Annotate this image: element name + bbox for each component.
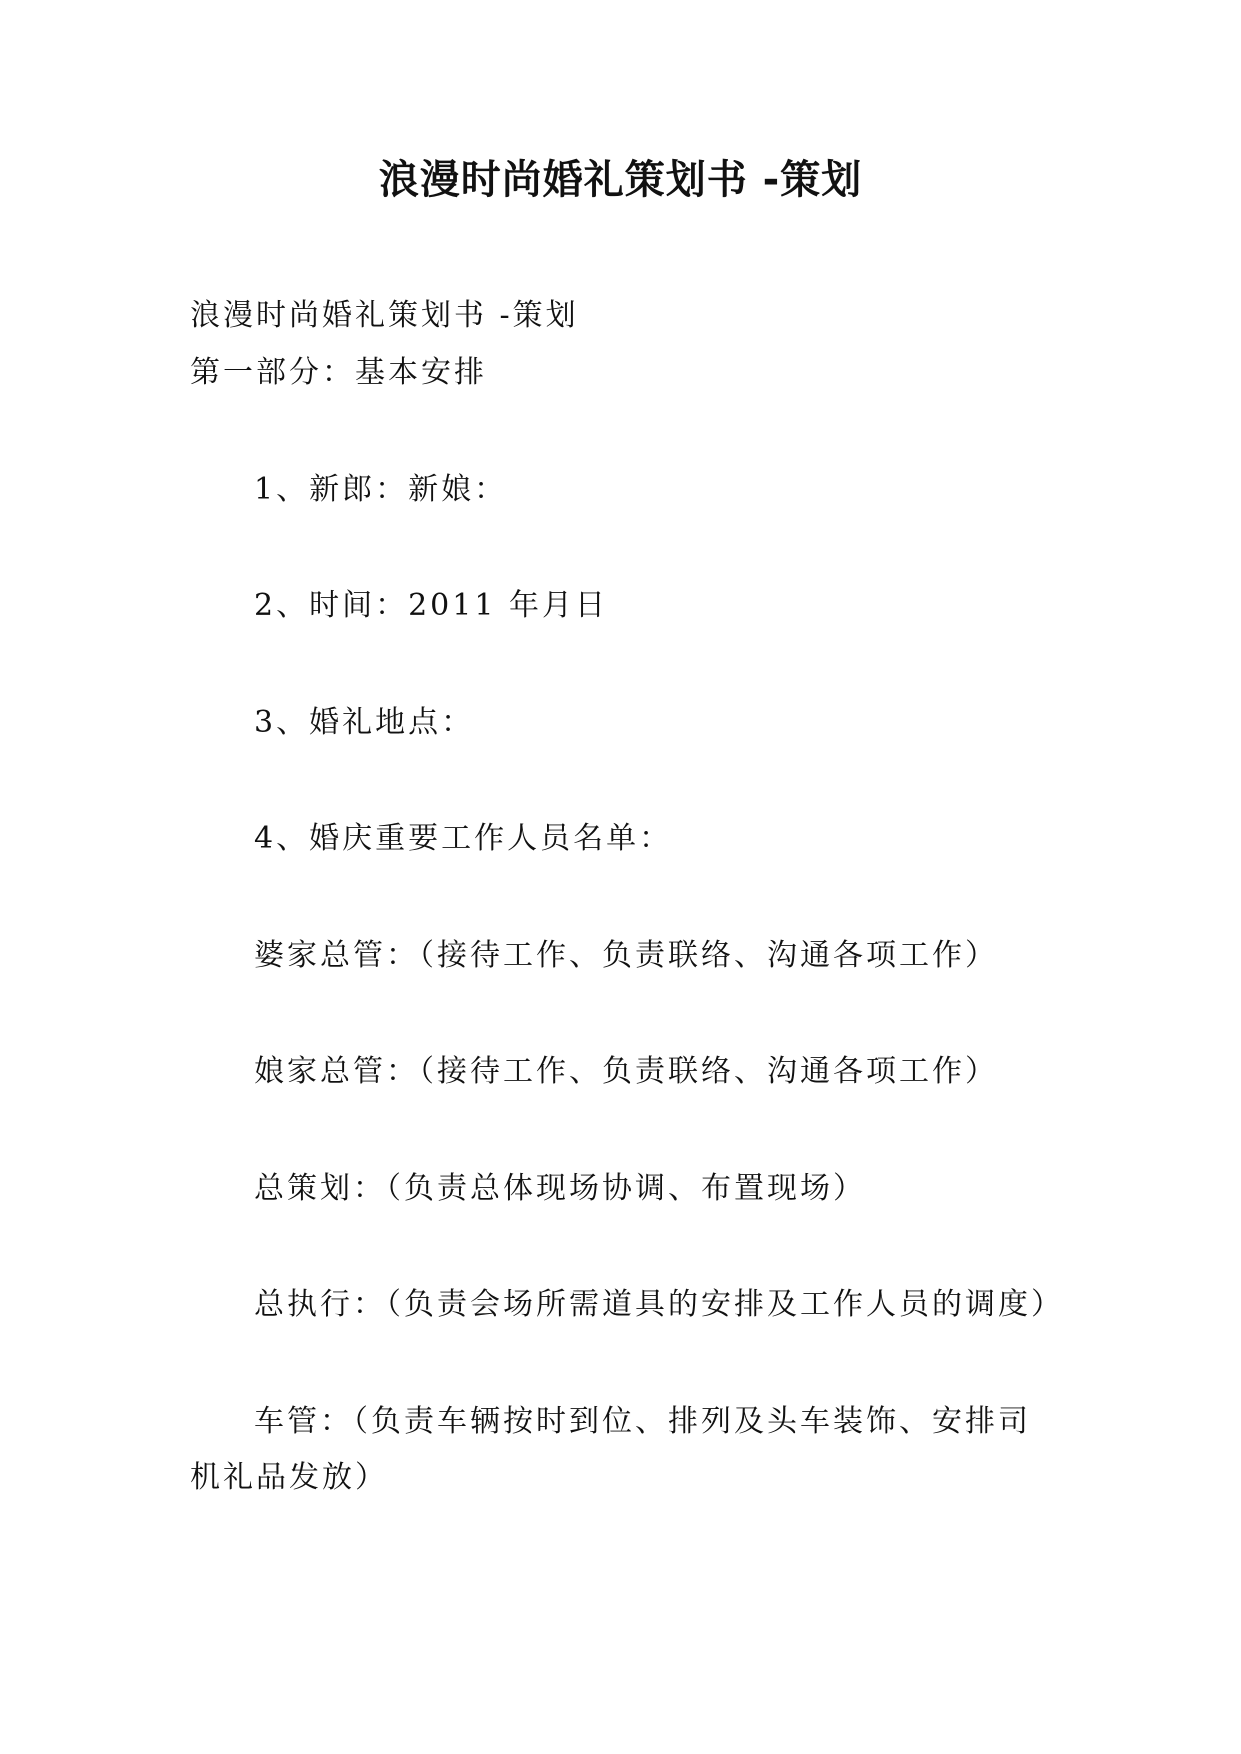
role-groom-family-manager: 婆家总管：（接待工作、负责联络、沟通各项工作） — [254, 938, 998, 973]
item-venue: 3、婚礼地点： — [254, 705, 475, 740]
document-subtitle: 浪漫时尚婚礼策划书 -策划 — [190, 298, 579, 333]
item-time: 2、时间：2011 年月日 — [254, 588, 608, 623]
role-car-manager-continued: 机礼品发放） — [190, 1460, 388, 1495]
item-staff: 4、婚庆重要工作人员名单： — [254, 821, 673, 856]
role-chief-executive: 总执行：（负责会场所需道具的安排及工作人员的调度） — [254, 1287, 1064, 1322]
item-couple: 1、新郎：新娘： — [254, 472, 508, 507]
role-car-manager: 车管：（负责车辆按时到位、排列及头车装饰、安排司 — [254, 1404, 1031, 1439]
role-chief-planner: 总策划：（负责总体现场协调、布置现场） — [254, 1171, 866, 1206]
role-bride-family-manager: 娘家总管：（接待工作、负责联络、沟通各项工作） — [254, 1054, 998, 1089]
section-heading: 第一部分：基本安排 — [190, 355, 487, 390]
page-title: 浪漫时尚婚礼策划书 -策划 — [378, 157, 863, 203]
